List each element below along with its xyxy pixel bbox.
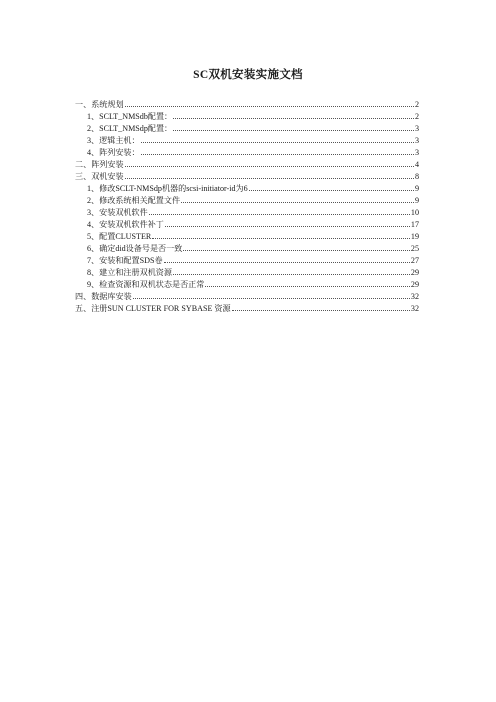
toc-entry[interactable] (75, 159, 419, 171)
toc-entry-page-number: 3 (414, 124, 419, 133)
toc-dot-leader (141, 135, 414, 143)
toc-dot-leader (205, 279, 410, 287)
toc-entry-page-number: 25 (410, 244, 419, 253)
toc-entry-label: 3、逻辑主机： (87, 136, 140, 145)
toc-dot-leader (165, 219, 410, 227)
toc-entry-page-number: 8 (414, 172, 419, 181)
toc-entry-label: 8、建立和注册双机资源 (87, 268, 172, 277)
toc-dot-leader (249, 183, 414, 191)
toc-entry-label: 三、双机安装 (75, 172, 124, 181)
toc-entry-label: 4、阵列安装： (87, 148, 140, 157)
toc-entry[interactable] (75, 135, 419, 147)
toc-dot-leader (164, 255, 410, 263)
toc-entry-label: 2、SCLT_NMSdp配置： (87, 124, 173, 133)
toc-entry[interactable] (75, 147, 419, 159)
toc-entry-label: 2、修改系统相关配置文件 (87, 196, 181, 205)
toc-entry[interactable] (75, 195, 419, 207)
toc-entry-page-number: 9 (414, 184, 419, 193)
toc-entry-page-number: 2 (414, 100, 419, 109)
toc-entry[interactable] (75, 279, 419, 291)
toc-entry[interactable] (75, 123, 419, 135)
toc-entry[interactable] (75, 255, 419, 267)
toc-entry-page-number: 3 (414, 136, 419, 145)
toc-entry-page-number: 3 (414, 148, 419, 157)
toc-entry-page-number: 9 (414, 196, 419, 205)
toc-entry[interactable] (75, 207, 419, 219)
toc-entry[interactable] (75, 111, 419, 123)
toc-entry-page-number: 10 (410, 208, 419, 217)
toc-dot-leader (141, 147, 414, 155)
toc-entry[interactable] (75, 183, 419, 195)
toc-entry[interactable] (75, 171, 419, 183)
toc-entry-label: 1、SCLT_NMSdb配置： (87, 112, 173, 121)
toc-entry-page-number: 32 (410, 304, 419, 313)
toc-entry-page-number: 2 (414, 112, 419, 121)
toc-dot-leader (183, 243, 410, 251)
toc-dot-leader (125, 99, 414, 107)
toc-entry-page-number: 19 (410, 232, 419, 241)
document-title: SC双机安装实施文档 (193, 69, 303, 81)
toc-dot-leader (232, 303, 410, 311)
toc-dot-leader (173, 123, 414, 131)
toc-entry-label: 1、修改SCLT-NMSdp机器的scsi-initiator-id为6 (87, 184, 248, 193)
toc-entry-label: 五、注册SUN CLUSTER FOR SYBASE 资源 (75, 304, 231, 313)
toc-entry[interactable] (75, 291, 419, 303)
toc-dot-leader (133, 291, 410, 299)
toc-dot-leader (181, 195, 414, 203)
toc-entry[interactable] (75, 99, 419, 111)
toc-entry-label: 二、阵列安装 (75, 160, 124, 169)
toc-dot-leader (125, 171, 414, 179)
toc-entry-label: 6、确定did设备号是否一致 (87, 244, 183, 253)
toc-entry-page-number: 29 (410, 280, 419, 289)
toc-dot-leader (149, 207, 410, 215)
toc-dot-leader (173, 267, 410, 275)
toc-entry-page-number: 29 (410, 268, 419, 277)
toc-entry[interactable] (75, 303, 419, 315)
toc-entry[interactable] (75, 231, 419, 243)
toc-dot-leader (152, 231, 410, 239)
toc-entry-page-number: 17 (410, 220, 419, 229)
toc-entry-label: 7、安装和配置SDS卷 (87, 256, 163, 265)
toc-entry[interactable] (75, 219, 419, 231)
table-of-contents (75, 99, 419, 315)
toc-entry-label: 一、系统规划 (75, 100, 124, 109)
toc-entry-label: 9、检查资源和双机状态是否正常 (87, 280, 205, 289)
toc-entry[interactable] (75, 267, 419, 279)
toc-dot-leader (125, 159, 414, 167)
toc-entry-page-number: 4 (414, 160, 419, 169)
toc-entry-label: 四、数据库安装 (75, 292, 132, 301)
toc-entry-label: 5、配置CLUSTER (87, 232, 152, 241)
toc-entry-page-number: 32 (410, 292, 419, 301)
toc-entry-page-number: 27 (410, 256, 419, 265)
toc-entry-label: 3、安装双机软件 (87, 208, 148, 217)
toc-entry-label: 4、安装双机软件补丁 (87, 220, 164, 229)
toc-entry[interactable] (75, 243, 419, 255)
toc-dot-leader (173, 111, 414, 119)
